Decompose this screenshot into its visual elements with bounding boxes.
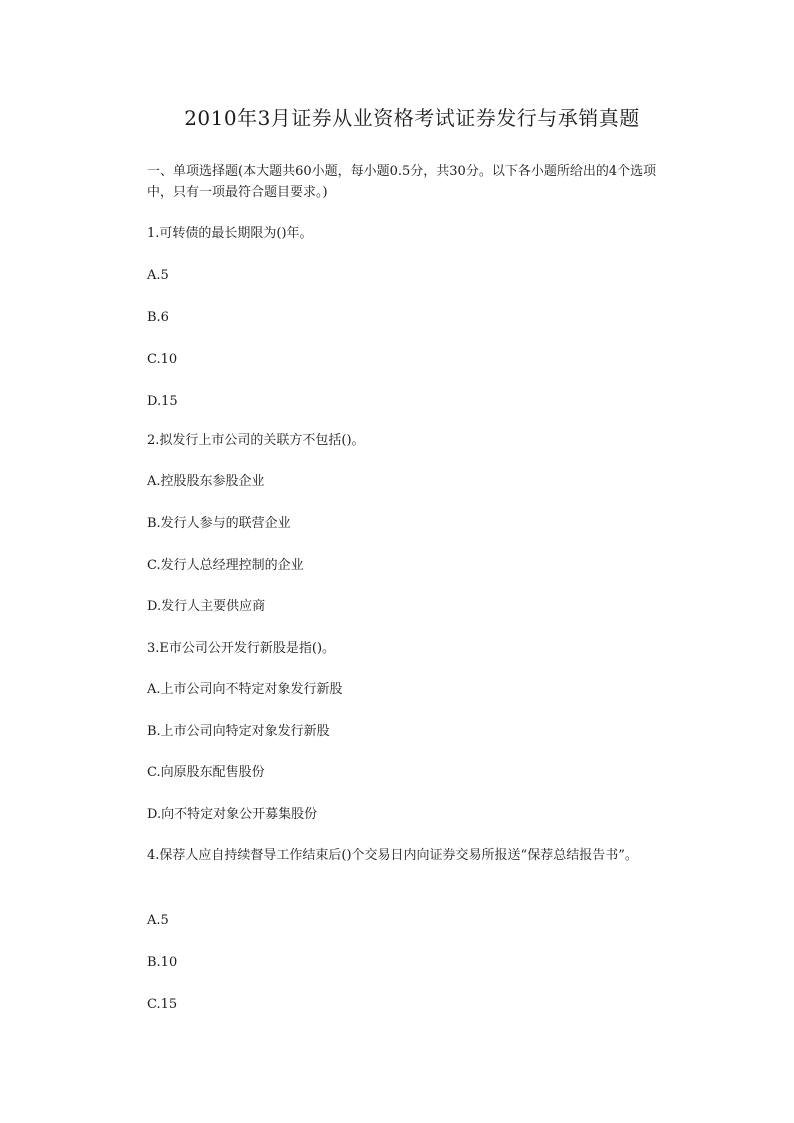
question-option: C.15 xyxy=(147,997,178,1012)
question-stem: 1.可转债的最长期限为()年。 xyxy=(147,226,313,241)
question-option: D.15 xyxy=(147,394,178,409)
question-stem: 2.拟发行上市公司的关联方不包括()。 xyxy=(147,433,365,448)
question-option: C.向原股东配售股份 xyxy=(147,765,265,780)
question-option: C.10 xyxy=(147,352,178,367)
document-title: 2010年3月证券从业资格考试证券发行与承销真题 xyxy=(184,106,640,130)
question-stem: 4.保荐人应自持续督导工作结束后()个交易日内向证券交易所报送“保荐总结报告书”。 xyxy=(147,848,638,863)
question-option: A.控股股东参股企业 xyxy=(147,474,265,489)
question-option: A.5 xyxy=(147,268,169,283)
question-option: D.发行人主要供应商 xyxy=(147,599,266,614)
question-option: D.向不特定对象公开募集股份 xyxy=(147,807,318,822)
question-option: B.10 xyxy=(147,955,178,970)
question-option: A.上市公司向不特定对象发行新股 xyxy=(147,682,343,697)
question-option: B.发行人参与的联营企业 xyxy=(147,516,291,531)
question-option: B.上市公司向特定对象发行新股 xyxy=(147,724,330,739)
question-option: C.发行人总经理控制的企业 xyxy=(147,558,304,573)
section-intro: 一、单项选择题(本大题共60小题，每小题0.5分，共30分。以下各小题所给出的4个选项中，只有一项最符合题目要求。) xyxy=(147,164,657,200)
question-option: B.6 xyxy=(147,310,169,325)
question-option: A.5 xyxy=(147,913,169,928)
question-stem: 3.E市公司公开发行新股是指()。 xyxy=(147,641,336,656)
